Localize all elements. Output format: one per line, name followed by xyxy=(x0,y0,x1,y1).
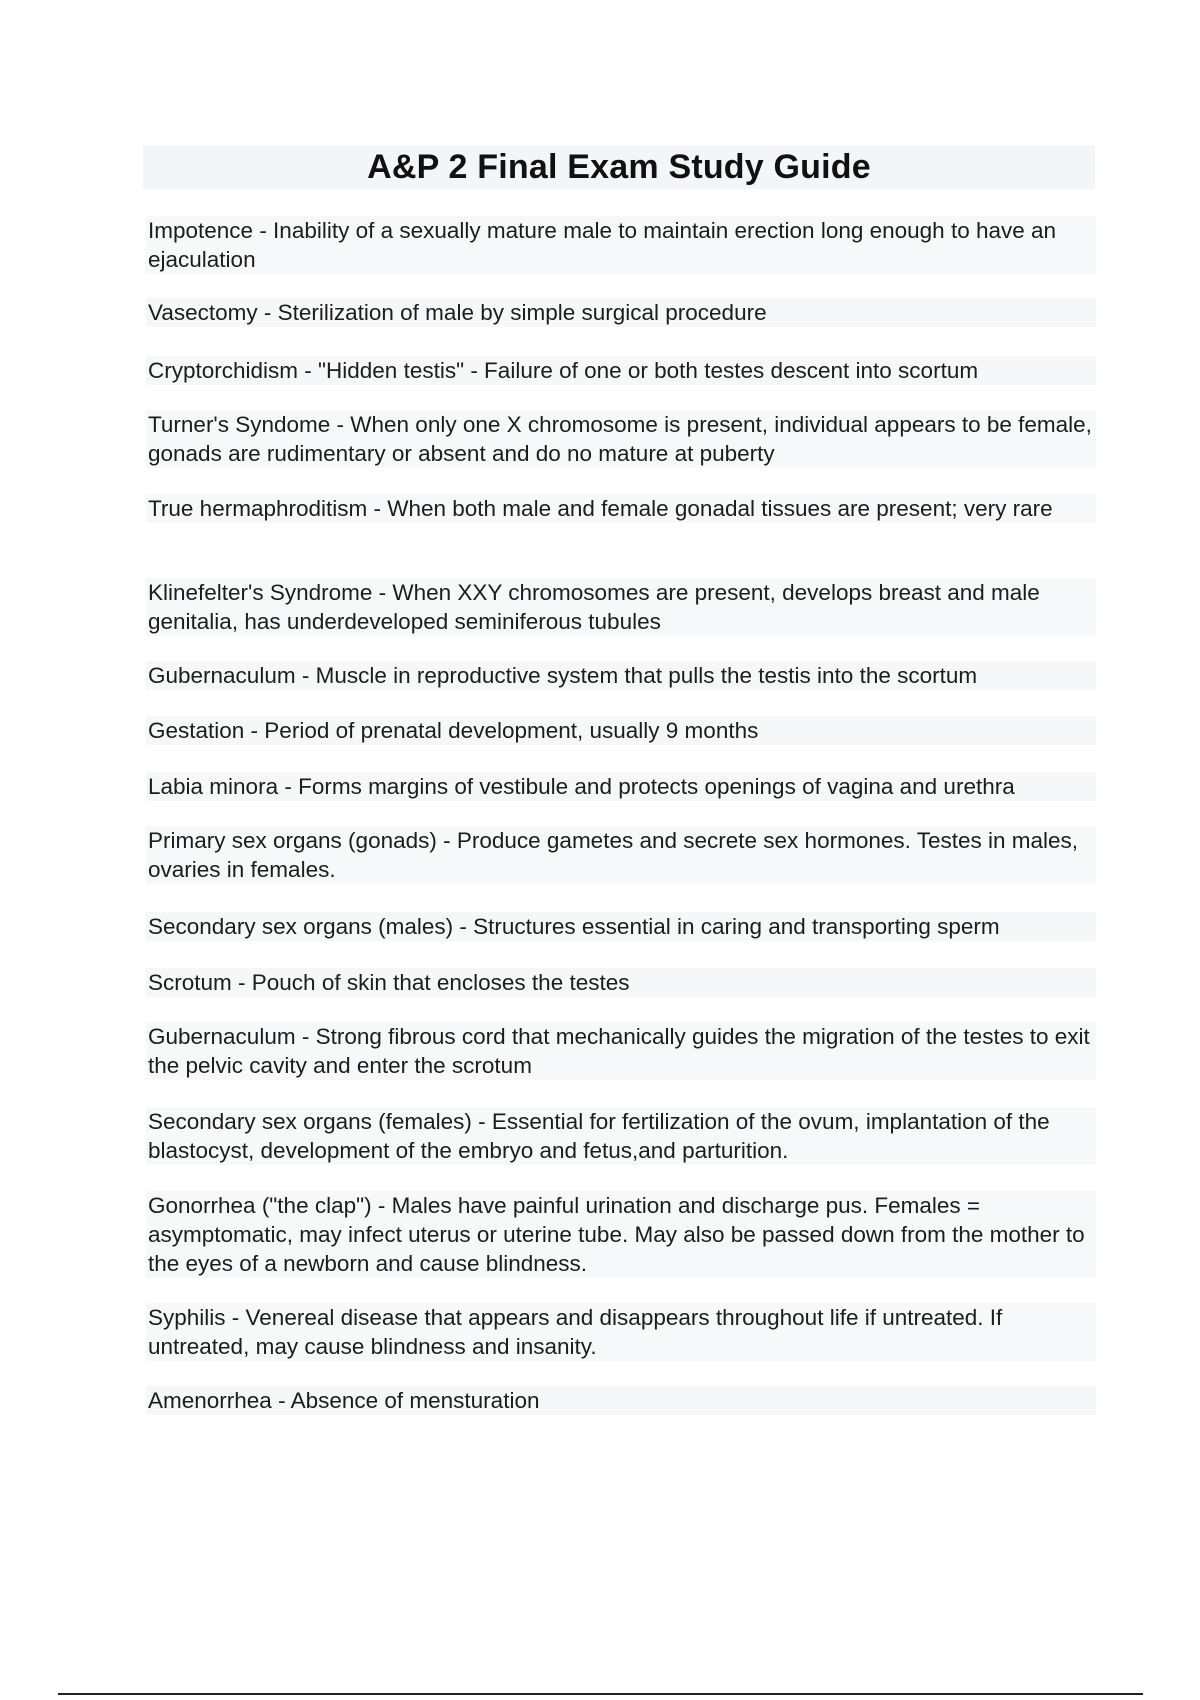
entry-labia-minora: Labia minora - Forms margins of vestibule and protects openings of vagina and urethra xyxy=(146,772,1096,801)
bottom-divider xyxy=(58,1693,1143,1695)
entry-syphilis: Syphilis - Venereal disease that appears and disappears throughout life if untreated. If untreated, may cause blindness and insanity. xyxy=(146,1303,1096,1361)
entry-true-hermaphroditism: True hermaphroditism - When both male and female gonadal tissues are present; very rare xyxy=(146,494,1096,523)
entry-turners-syndrome: Turner's Syndome - When only one X chromosome is present, individual appears to be female, gonads are rudimentary or absent and do no mature at puberty xyxy=(146,410,1096,468)
page-title: A&P 2 Final Exam Study Guide xyxy=(367,147,871,186)
entry-secondary-sex-organs-males: Secondary sex organs (males) - Structures essential in caring and transporting sperm xyxy=(146,912,1096,941)
entry-gestation: Gestation - Period of prenatal development, usually 9 months xyxy=(146,716,1096,745)
entry-secondary-sex-organs-females: Secondary sex organs (females) - Essential for fertilization of the ovum, implantation of the blastocyst, development of the embryo and fetus,and parturition. xyxy=(146,1107,1096,1165)
entry-vasectomy: Vasectomy - Sterilization of male by simple surgical procedure xyxy=(146,298,1096,327)
entry-amenorrhea: Amenorrhea - Absence of mensturation xyxy=(146,1386,1096,1415)
entry-gubernaculum-cord: Gubernaculum - Strong fibrous cord that mechanically guides the migration of the testes to exit the pelvic cavity and enter the scrotum xyxy=(146,1022,1096,1080)
entry-impotence: Impotence - Inability of a sexually mature male to maintain erection long enough to have an ejaculation xyxy=(146,216,1096,274)
entry-scrotum: Scrotum - Pouch of skin that encloses the testes xyxy=(146,968,1096,997)
entry-gubernaculum-muscle: Gubernaculum - Muscle in reproductive system that pulls the testis into the scortum xyxy=(146,661,1096,690)
title-band xyxy=(143,145,1095,189)
entry-primary-sex-organs: Primary sex organs (gonads) - Produce gametes and secrete sex hormones. Testes in males, ovaries in females. xyxy=(146,826,1096,884)
entry-gonorrhea: Gonorrhea ("the clap") - Males have painful urination and discharge pus. Females = asymptomatic, may infect uterus or uterine tube. May also be passed down from the mother to the eyes of a newborn and cause blindness. xyxy=(146,1191,1096,1278)
entry-klinefelters-syndrome: Klinefelter's Syndrome - When XXY chromosomes are present, develops breast and male genitalia, has underdeveloped seminiferous tubules xyxy=(146,578,1096,636)
entry-cryptorchidism: Cryptorchidism - "Hidden testis" - Failure of one or both testes descent into scortum xyxy=(146,356,1096,385)
